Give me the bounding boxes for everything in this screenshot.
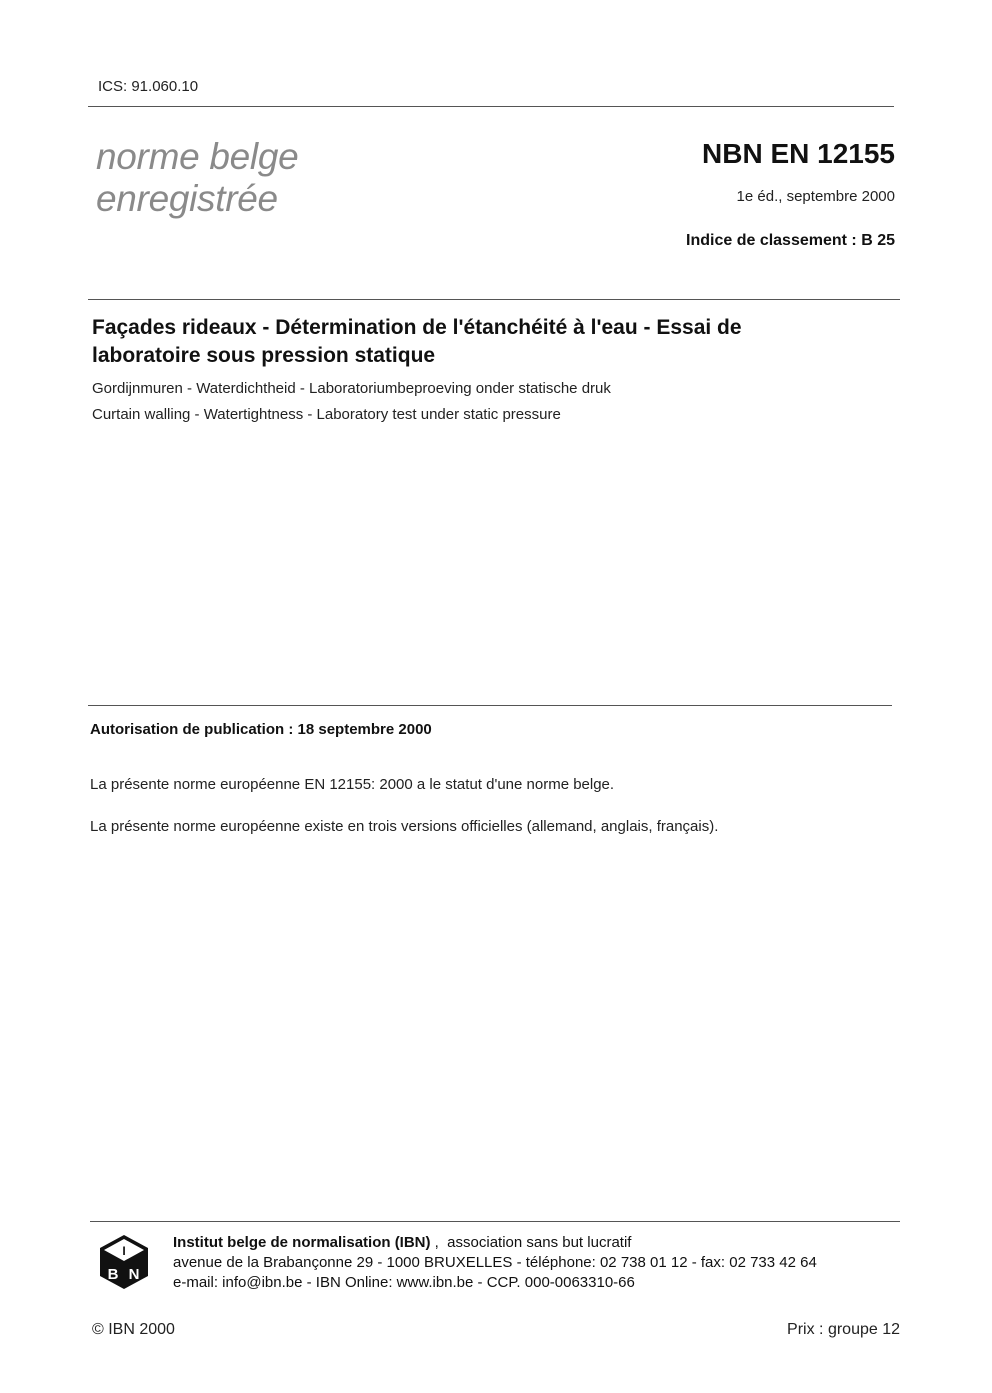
brand-line-1: norme belge: [96, 136, 299, 177]
institute-info: [173, 1233, 817, 1293]
header-divider: [88, 106, 894, 107]
title-divider: [88, 299, 900, 300]
brand-label: [96, 136, 298, 220]
edition-date: 1e éd., septembre 2000: [736, 188, 895, 205]
institute-contact: e-mail: info@ibn.be - IBN Online: www.ibn.be - CCP. 000-0063310-66: [173, 1274, 635, 1291]
institute-suffix: , association sans but lucratif: [430, 1234, 632, 1251]
ics-code: ICS: 91.060.10: [98, 78, 199, 95]
classification-index: Indice de classement : B 25: [686, 232, 895, 249]
title-french: Façades rideaux - Détermination de l'étanchéité à l'eau - Essai de laboratoire sous pression statique: [92, 316, 742, 367]
logo-letter-n: N: [128, 1266, 140, 1283]
copyright: © IBN 2000: [92, 1321, 175, 1338]
standard-number: NBN EN 12155: [702, 138, 895, 169]
institute-name: Institut belge de normalisation (IBN): [173, 1234, 431, 1251]
price-group: Prix : groupe 12: [787, 1321, 900, 1338]
ibn-logo: [98, 1234, 150, 1290]
logo-letter-i: I: [122, 1244, 126, 1258]
publication-divider: [88, 705, 892, 706]
title-dutch: Gordijnmuren - Waterdichtheid - Laboratoriumbeproeving onder statische druk: [92, 380, 611, 397]
publication-authorisation: Autorisation de publication : 18 septembre 2000: [90, 721, 432, 738]
footer-divider: [90, 1221, 900, 1222]
institute-line: [173, 1233, 817, 1253]
logo-letter-b: B: [107, 1266, 119, 1283]
institute-address: avenue de la Brabançonne 29 - 1000 BRUXELLES - téléphone: 02 738 01 12 - fax: 02 733 42 64: [173, 1254, 817, 1271]
versions-statement: La présente norme européenne existe en trois versions officielles (allemand, anglais, français).: [90, 818, 719, 835]
status-statement: La présente norme européenne EN 12155: 2000 a le statut d'une norme belge.: [90, 776, 615, 793]
title-english: Curtain walling - Watertightness - Laboratory test under static pressure: [92, 406, 561, 423]
brand-line-2: enregistrée: [96, 178, 278, 219]
